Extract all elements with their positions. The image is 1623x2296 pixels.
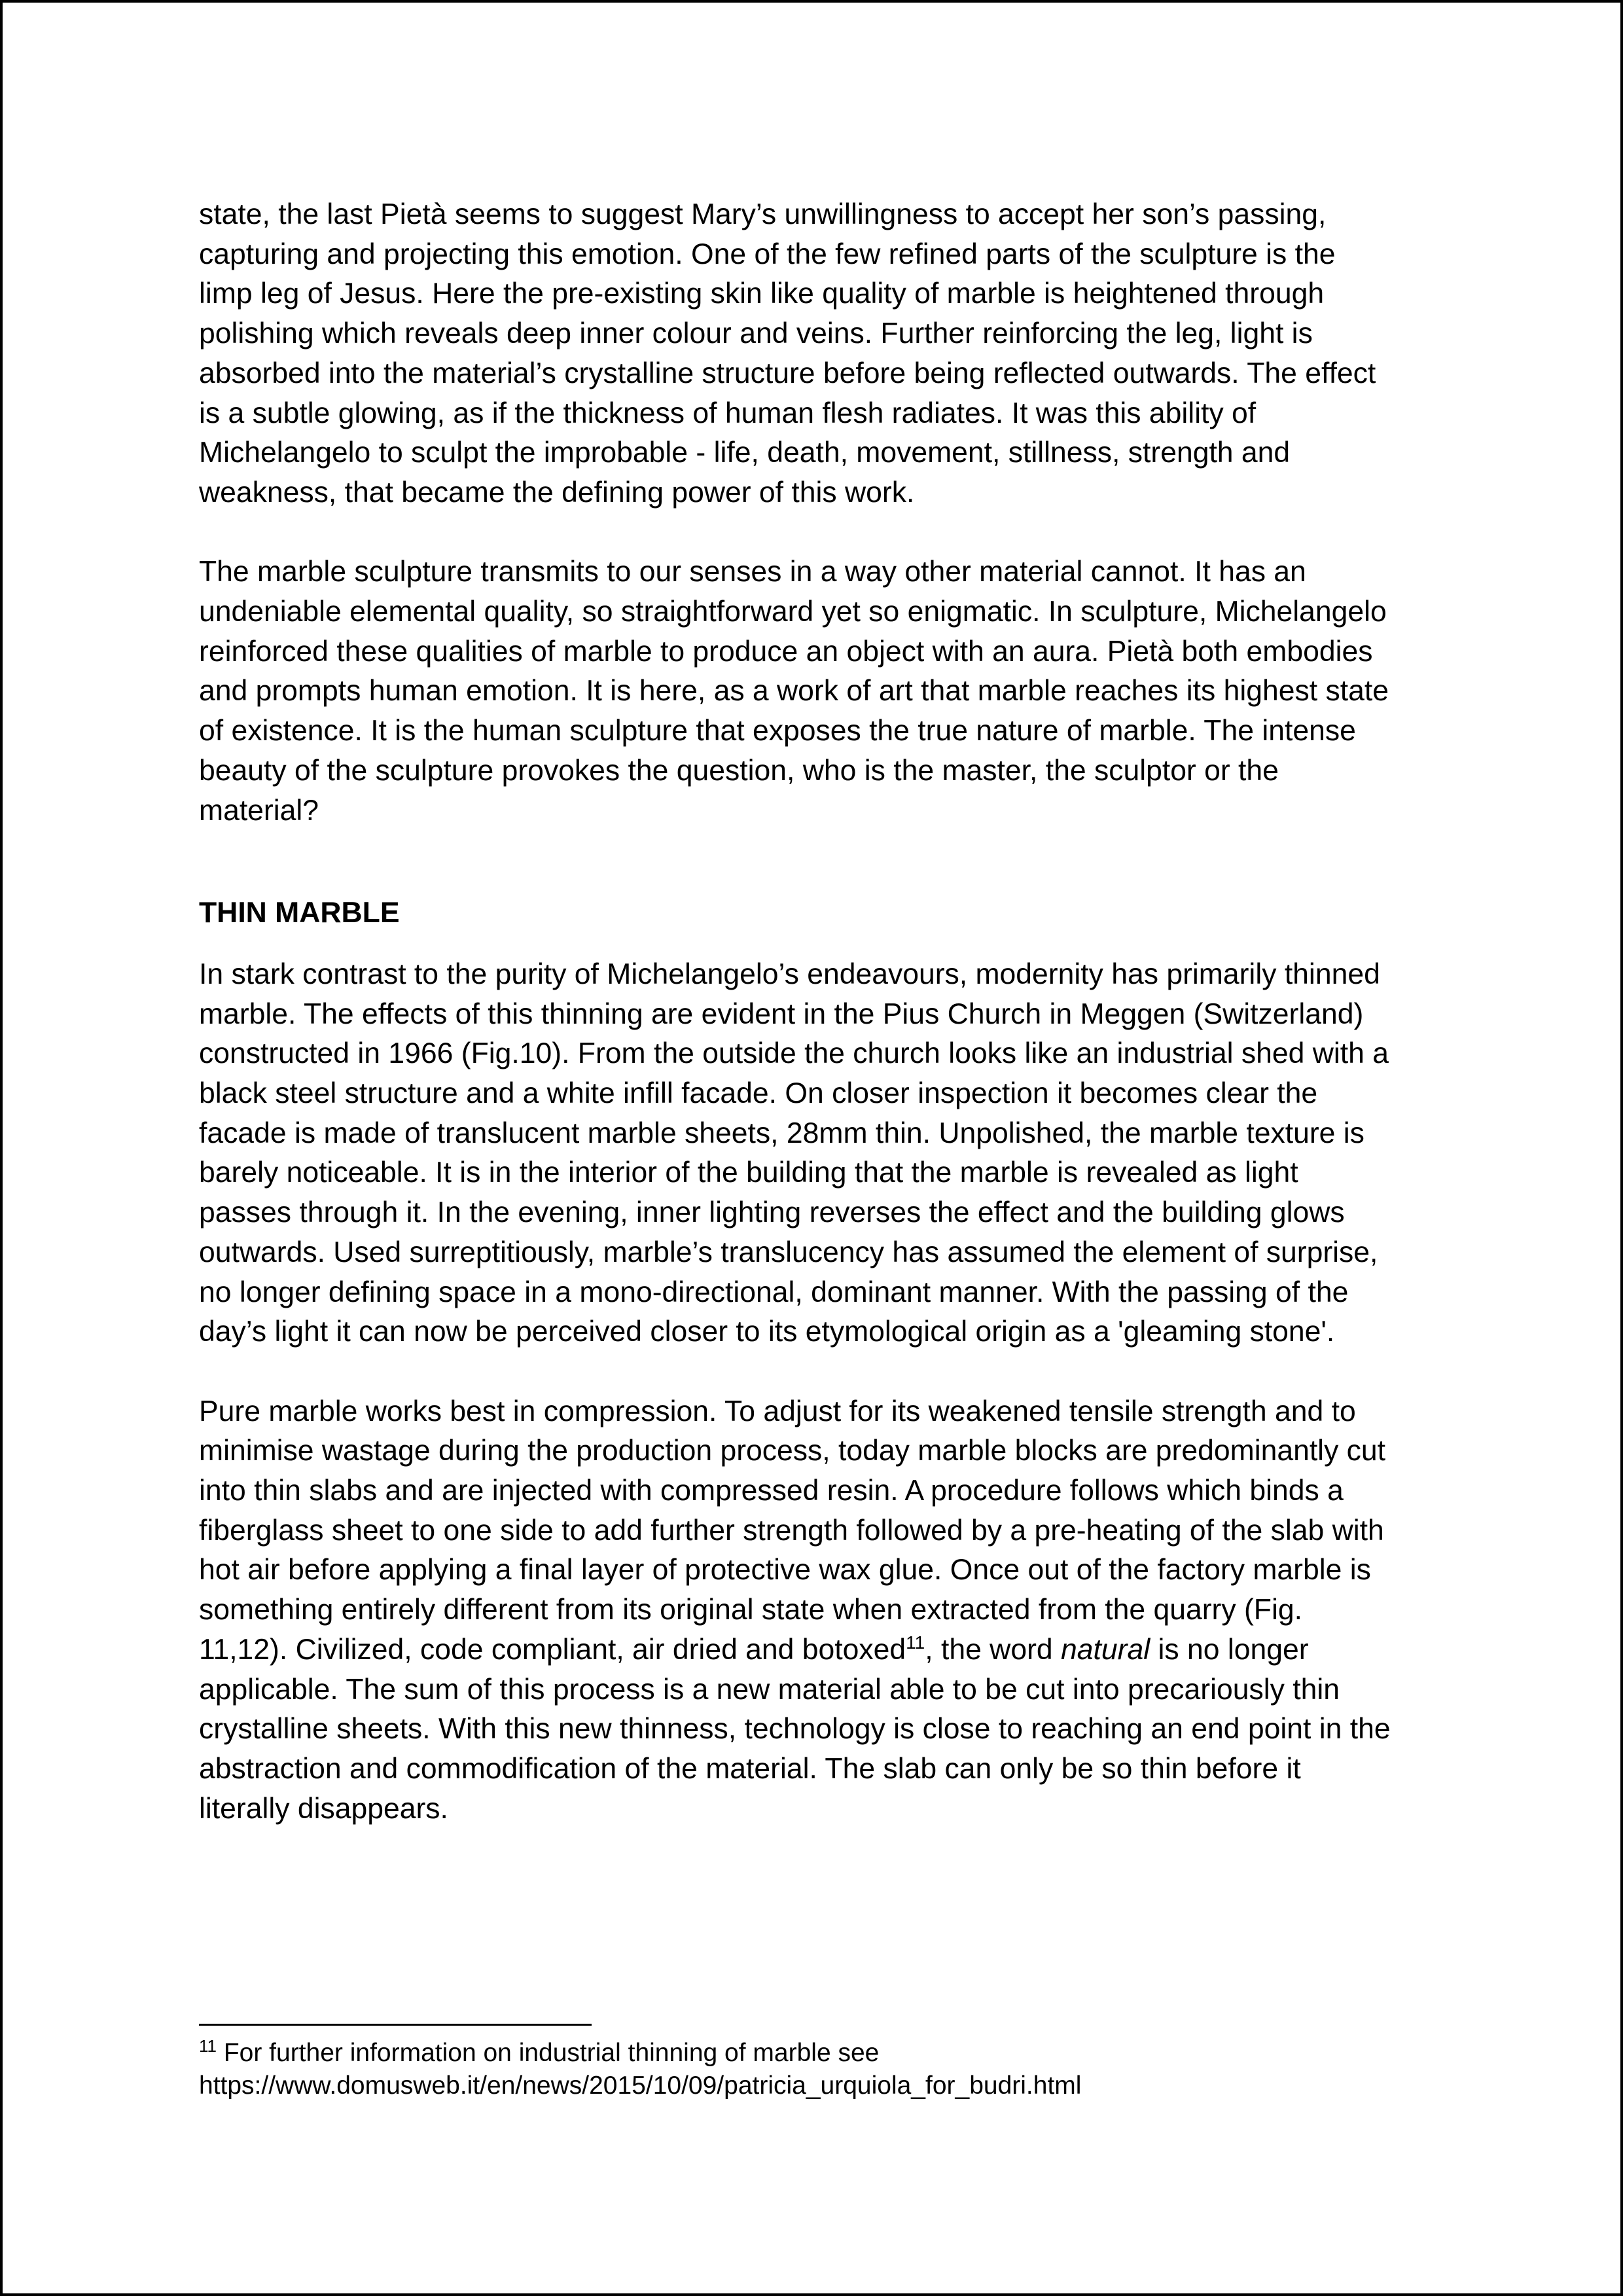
text-line: barely noticeable. It is in the interior of the building that the marble is revealed as light bbox=[199, 1157, 1298, 1189]
text-line-with-footnote bbox=[199, 1630, 1442, 1670]
footnote-line bbox=[199, 2037, 1442, 2070]
text-line: The marble sculpture transmits to our senses in a way other material cannot. It has an bbox=[199, 556, 1306, 588]
text-line: Pure marble works best in compression. To adjust for its weakened tensile strength and to bbox=[199, 1395, 1356, 1427]
text-fragment: , the word bbox=[925, 1633, 1061, 1666]
footnote-separator bbox=[199, 2024, 592, 2026]
text-line: material? bbox=[199, 794, 319, 827]
footnote-text: For further information on industrial thinning of marble see bbox=[217, 2039, 880, 2067]
text-line: state, the last Pietà seems to suggest Mary’s unwillingness to accept her son’s passing, bbox=[199, 198, 1327, 230]
section-heading: THIN MARBLE bbox=[199, 897, 400, 929]
footnote bbox=[199, 2037, 1442, 2102]
text-line: beauty of the sculpture provokes the question, who is the master, the sculptor or the bbox=[199, 754, 1279, 787]
text-line: absorbed into the material’s crystalline structure before being reflected outwards. The effect bbox=[199, 357, 1376, 389]
text-line: of existence. It is the human sculpture that exposes the true nature of marble. The intense bbox=[199, 715, 1356, 747]
text-line: hot air before applying a final layer of protective wax glue. Once out of the factory marble is bbox=[199, 1554, 1371, 1587]
text-line: constructed in 1966 (Fig.10). From the outside the church looks like an industrial shed with a bbox=[199, 1037, 1389, 1070]
footnote-url[interactable]: https://www.domusweb.it/en/news/2015/10/09/patricia_urquiola_for_budri.html bbox=[199, 2072, 1082, 2100]
text-line: abstraction and commodification of the material. The slab can only be so thin before it bbox=[199, 1752, 1301, 1785]
text-line: undeniable elemental quality, so straightforward yet so enigmatic. In sculpture, Michelangelo bbox=[199, 596, 1387, 628]
section-spacer bbox=[199, 831, 1442, 893]
heading-spacer bbox=[199, 933, 1442, 955]
text-line: facade is made of translucent marble sheets, 28mm thin. Unpolished, the marble texture is bbox=[199, 1117, 1364, 1149]
text-line: limp leg of Jesus. Here the pre-existing skin like quality of marble is heightened through bbox=[199, 278, 1325, 310]
text-line: outwards. Used surreptitiously, marble’s translucency has assumed the element of surprise, bbox=[199, 1236, 1378, 1268]
text-line: passes through it. In the evening, inner lighting reverses the effect and the building glows bbox=[199, 1196, 1345, 1229]
text-line: something entirely different from its original state when extracted from the quarry (Fig. bbox=[199, 1594, 1302, 1626]
text-line: is a subtle glowing, as if the thickness of human flesh radiates. It was this ability of bbox=[199, 397, 1257, 429]
body-text bbox=[199, 195, 1442, 1829]
text-line: capturing and projecting this emotion. One of the few refined parts of the sculpture is the bbox=[199, 238, 1336, 270]
paragraph-spacer bbox=[199, 513, 1442, 553]
text-line: black steel structure and a white infill facade. On closer inspection it becomes clear the bbox=[199, 1077, 1318, 1110]
paragraph bbox=[199, 1392, 1442, 1829]
text-line: day’s light it can now be perceived closer to its etymological origin as a 'gleaming stone'. bbox=[199, 1316, 1335, 1348]
text-fragment: is no longer bbox=[1150, 1633, 1309, 1666]
text-line: crystalline sheets. With this new thinness, technology is close to reaching an end point in the bbox=[199, 1713, 1391, 1746]
text-line: literally disappears. bbox=[199, 1792, 448, 1825]
text-line: applicable. The sum of this process is a new material able to be cut into precariously thin bbox=[199, 1673, 1340, 1706]
footnote-number: 11 bbox=[199, 2036, 217, 2056]
footnote-reference[interactable]: 11 bbox=[906, 1632, 925, 1653]
text-line: no longer defining space in a mono-directional, dominant manner. With the passing of the bbox=[199, 1276, 1349, 1308]
text-line: In stark contrast to the purity of Michelangelo’s endeavours, modernity has primarily thinned bbox=[199, 958, 1380, 990]
paragraph bbox=[199, 955, 1442, 1352]
text-line: into thin slabs and are injected with compressed resin. A procedure follows which binds a bbox=[199, 1475, 1344, 1507]
text-fragment: 11,12). Civilized, code compliant, air dried and botoxed bbox=[199, 1633, 906, 1666]
paragraph bbox=[199, 195, 1442, 513]
text-line: and prompts human emotion. It is here, as a work of art that marble reaches its highest state bbox=[199, 675, 1389, 708]
text-line: reinforced these qualities of marble to produce an object with an aura. Pietà both embodies bbox=[199, 635, 1373, 668]
text-line: Michelangelo to sculpt the improbable - life, death, movement, stillness, strength and bbox=[199, 437, 1291, 469]
text-line: fiberglass sheet to one side to add further strength followed by a pre-heating of the slab with bbox=[199, 1514, 1384, 1547]
text-line: minimise wastage during the production process, today marble blocks are predominantly cut bbox=[199, 1435, 1386, 1467]
paragraph bbox=[199, 552, 1442, 831]
text-line: marble. The effects of this thinning are evident in the Pius Church in Meggen (Switzerland) bbox=[199, 997, 1364, 1030]
text-line: weakness, that became the defining power of this work. bbox=[199, 476, 915, 509]
text-line: polishing which reveals deep inner colour and veins. Further reinforcing the leg, light is bbox=[199, 317, 1313, 350]
paragraph-spacer bbox=[199, 1352, 1442, 1392]
italic-word: natural bbox=[1061, 1633, 1150, 1666]
